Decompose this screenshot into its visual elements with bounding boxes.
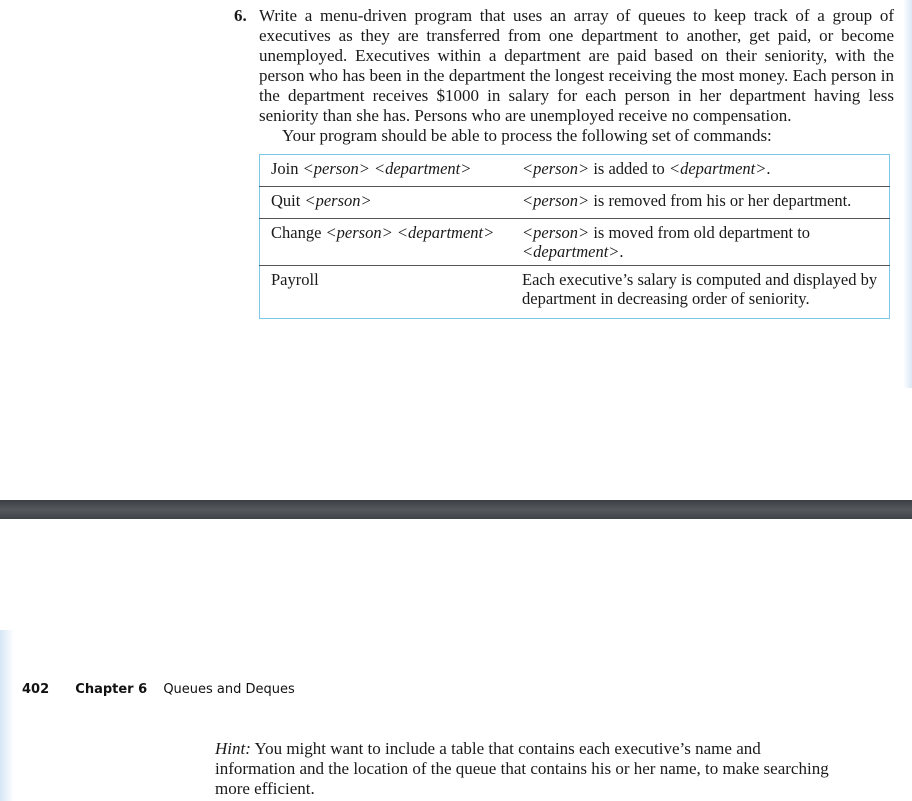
hint-label: Hint: xyxy=(215,739,251,758)
description-text: is moved from old department to xyxy=(589,223,811,242)
command-name: Change xyxy=(271,223,322,242)
description-arg: <person> xyxy=(522,191,590,210)
command-cell xyxy=(260,266,512,319)
running-head xyxy=(22,682,295,697)
page-edge-shadow-right xyxy=(903,0,912,388)
description-cell xyxy=(511,155,890,187)
command-name: Quit xyxy=(271,191,301,210)
description-cell xyxy=(511,187,890,219)
hint-text: You might want to include a table that contains each executive’s name and information and the location of the queue that contains his or her name, to make searching more efficient. xyxy=(215,739,829,798)
command-cell xyxy=(260,187,512,219)
description-arg2: <department> xyxy=(522,242,620,261)
table-row xyxy=(260,266,890,319)
commands-intro: Your program should be able to process the following set of commands: xyxy=(282,126,772,145)
page-separator xyxy=(0,500,912,519)
exercise-6 xyxy=(234,6,894,126)
command-name: Payroll xyxy=(271,270,319,289)
command-args: <person> <department> xyxy=(302,159,472,178)
hint-paragraph xyxy=(215,739,835,799)
description-end: . xyxy=(619,242,624,261)
description-cell xyxy=(511,219,890,266)
command-args: <person> <department> xyxy=(325,223,495,242)
description-cell xyxy=(511,266,890,319)
page-edge-shadow-left xyxy=(0,630,14,801)
command-name: Join xyxy=(271,159,299,178)
description-arg: <person> xyxy=(522,223,590,242)
command-args: <person> xyxy=(304,191,372,210)
command-cell xyxy=(260,155,512,187)
description-text: is added to xyxy=(589,159,669,178)
page-number: 402 xyxy=(22,682,50,697)
exercise-number: 6. xyxy=(234,6,247,25)
table-row xyxy=(260,187,890,219)
command-cell xyxy=(260,219,512,266)
description-arg2: <department> xyxy=(668,159,767,178)
exercise-text: Write a menu-driven program that uses an array of queues to keep track of a group of executives as they are transferred from one department to another, get paid, or become unemployed. Executives within a department are paid based on their seniority, with the person who has been in the department the longest receiving the most money. Each person in the department receives $1000 in salary for each person in her department having less seniority than she has. Persons who are unemployed receive no compensation. xyxy=(259,6,894,125)
chapter-label: Chapter 6 xyxy=(75,682,148,697)
description-text: is removed from his or her department. xyxy=(589,191,852,210)
table-row xyxy=(260,155,890,187)
description-text: Each executive’s salary is computed and displayed by department in decreasing order of seniority. xyxy=(522,270,878,308)
table-row xyxy=(260,219,890,266)
description-end: . xyxy=(766,159,771,178)
chapter-title: Queues and Deques xyxy=(163,682,295,697)
description-arg: <person> xyxy=(522,159,590,178)
commands-table xyxy=(259,154,890,319)
